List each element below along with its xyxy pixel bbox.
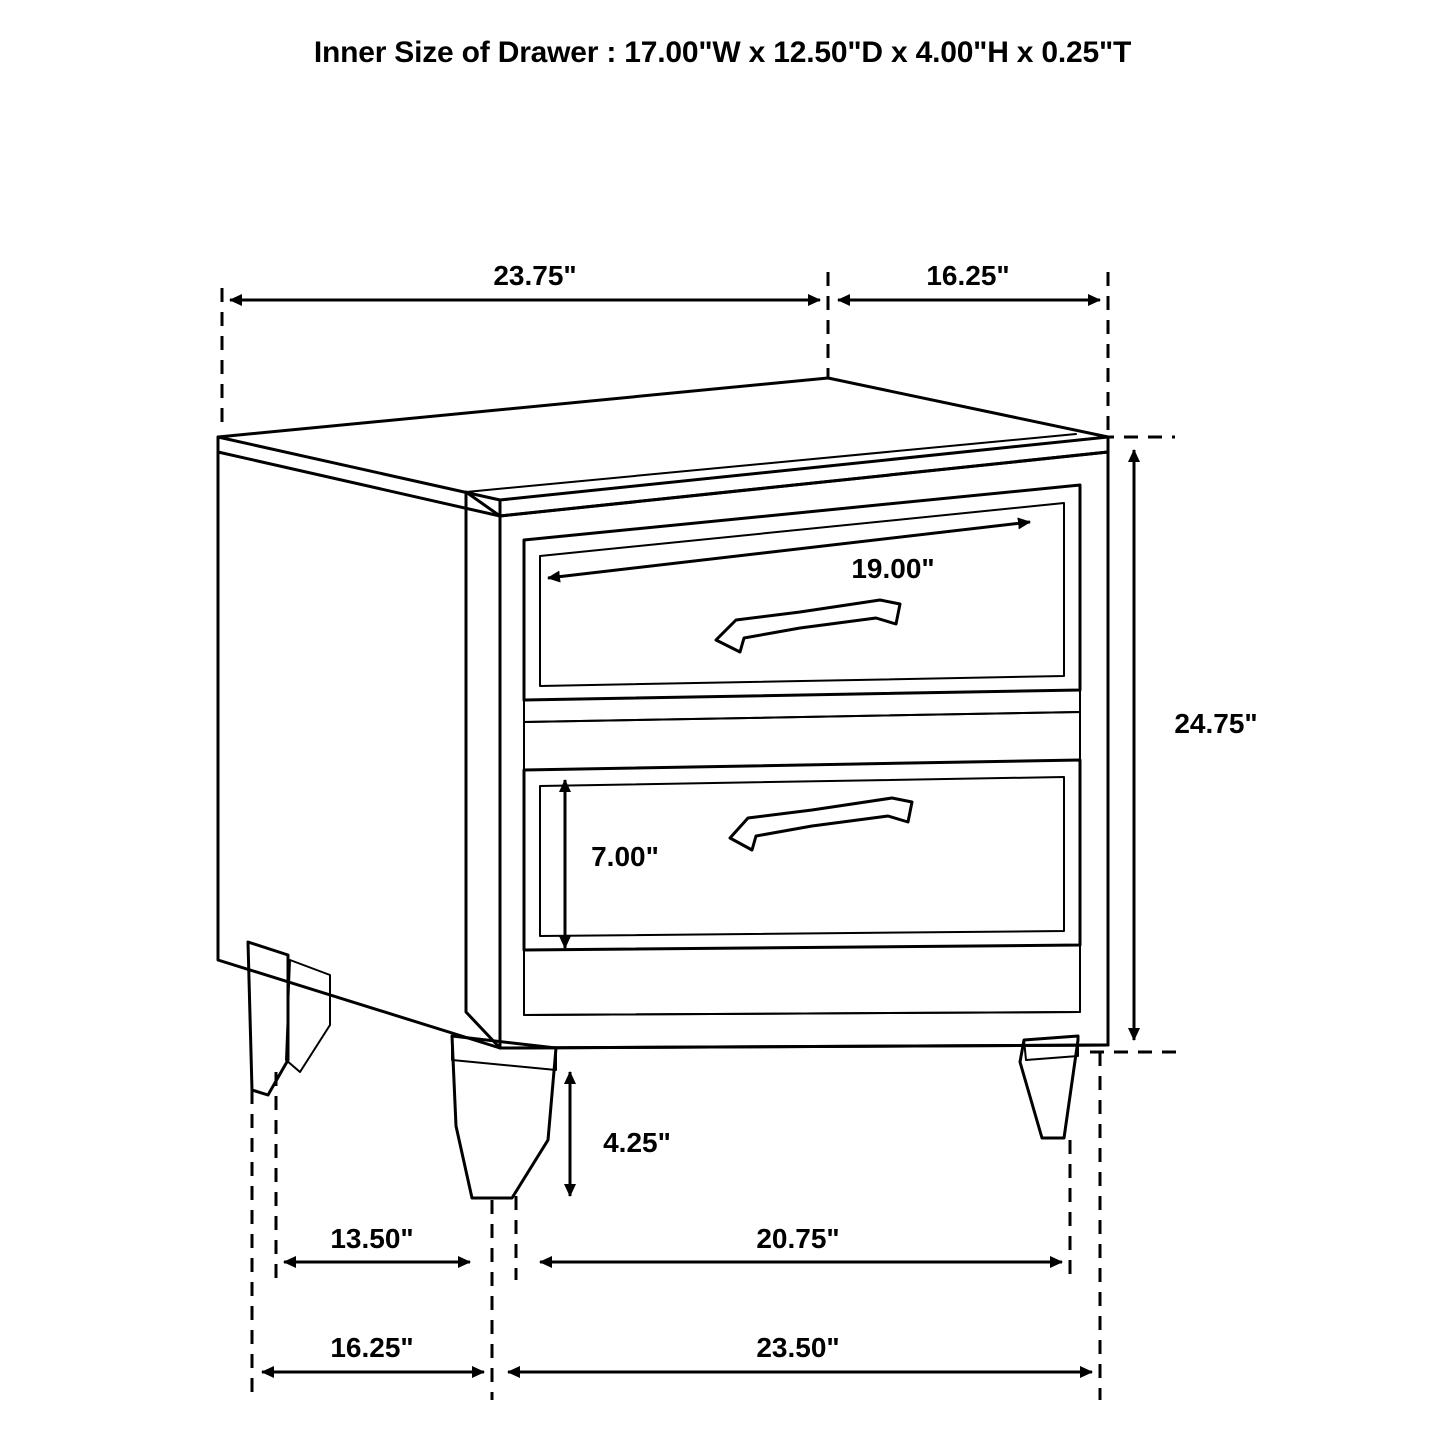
leg-front-right-cap [1024, 1036, 1078, 1060]
drawer-upper [524, 485, 1080, 700]
bottom-rail [524, 945, 1080, 1015]
front-frame-top-edge [466, 434, 1076, 492]
leg-back-left [248, 942, 288, 1095]
dim-label-overall-width: 23.50" [756, 1332, 840, 1363]
leg-front-left [452, 1036, 556, 1198]
dim-label-overall-depth: 16.25" [330, 1332, 414, 1363]
handle-lower [730, 798, 912, 850]
leg-left-inner [286, 960, 330, 1072]
handle-upper [716, 600, 900, 652]
dim-label-leg-height: 4.25" [603, 1127, 671, 1158]
dim-label-foot-span-front: 20.75" [756, 1223, 840, 1254]
top-edge-left [218, 437, 500, 516]
drawer-lower-top-gap [524, 712, 1080, 770]
dim-label-drawer-inner-width: 19.00" [851, 553, 935, 584]
dim-label-top-width: 23.75" [493, 260, 577, 291]
front-left-stile [466, 492, 500, 1048]
nightstand-body [218, 378, 1108, 1198]
leg-front-left-cap [452, 1036, 556, 1070]
page-title: Inner Size of Drawer : 17.00"W x 12.50"D x 4.00"H x 0.25"T [313, 36, 1132, 69]
base-front-edge [500, 1045, 1108, 1048]
dim-label-overall-height: 24.75" [1174, 708, 1258, 739]
top-edge-thickness [500, 437, 1108, 516]
dim-label-top-depth: 16.25" [926, 260, 1010, 291]
side-panel [218, 452, 500, 1048]
leg-front-right [1020, 1036, 1078, 1138]
dim-label-lower-drawer-height: 7.00" [591, 841, 659, 872]
dim-label-foot-span-side: 13.50" [330, 1223, 414, 1254]
front-face [500, 452, 1108, 1048]
